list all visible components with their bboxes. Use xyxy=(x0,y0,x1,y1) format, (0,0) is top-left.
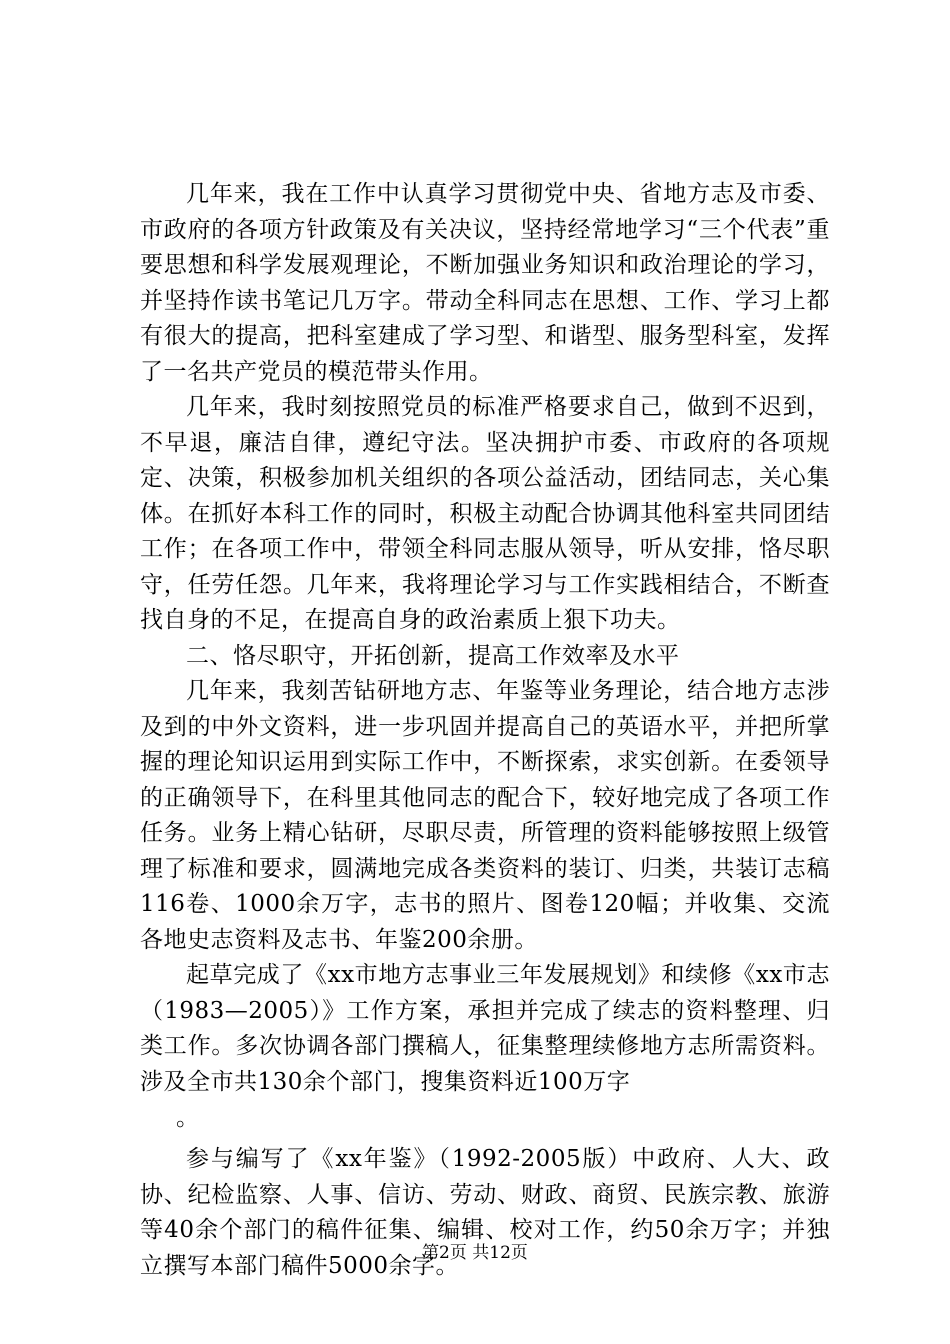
section-heading: 二、恪尽职守，开拓创新，提高工作效率及水平 xyxy=(186,642,680,669)
paragraph-yearbook: 参与编写了《xx年鉴》（1992-2005版）中政府、人大、政协、纪检监察、人事、信访、劳动、财政、商贸、民族宗教、旅游等40余个部门的稿件征集、编辑、校对工作，约50余万字；并独立撰写本部门稿件5000余字。 xyxy=(140,1146,830,1279)
paragraph-research: 几年来，我刻苦钻研地方志、年鉴等业务理论，结合地方志涉及到的中外文资料，进一步巩固并提高自己的英语水平，并把所掌握的理论知识运用到实际工作中，不断探索，求实创新。在委领导的正确领导下，在科里其他同志的配合下，较好地完成了各项工作任务。业务上精心钻研，尽职尽责，所管理的资料能够按照上级管理了标准和要求，圆满地完成各类资料的装订、归类，共装订志稿116卷、1000余万字，志书的照片、图卷120幅；并收集、交流各地史志资料及志书、年鉴200余册。 xyxy=(140,678,830,953)
page-footer: 第2页 共12页 xyxy=(422,1243,528,1263)
stray-period: 。 xyxy=(176,1105,199,1131)
document-body xyxy=(140,177,830,1284)
paragraph-drafting: 起草完成了《xx市地方志事业三年发展规划》和续修《xx市志（1983—2005）》工作方案，承担并完成了续志的资料整理、归类工作。多次协调各部门撰稿人，征集整理续修地方志所需资料。涉及全市共130余个部门，搜集资料近100万字 xyxy=(140,962,830,1095)
paragraph-study: 几年来，我在工作中认真学习贯彻党中央、省地方志及市委、市政府的各项方针政策及有关决议，坚持经常地学习“三个代表”重要思想和科学发展观理论，不断加强业务知识和政治理论的学习，并坚持作读书笔记几万字。带动全科同志在思想、工作、学习上都有很大的提高，把科室建成了学习型、和谐型、服务型科室，发挥了一名共产党员的模范带头作用。 xyxy=(140,181,830,385)
paragraph-discipline: 几年来，我时刻按照党员的标准严格要求自己，做到不迟到，不早退，廉洁自律，遵纪守法。坚决拥护市委、市政府的各项规定、决策，积极参加机关组织的各项公益活动，团结同志，关心集体。在抓好本科工作的同时，积极主动配合协调其他科室共同团结工作；在各项工作中，带领全科同志服从领导，听从安排，恪尽职守，任劳任怨。几年来，我将理论学习与工作实践相结合，不断查找自身的不足，在提高自身的政治素质上狠下功夫。 xyxy=(140,394,830,633)
